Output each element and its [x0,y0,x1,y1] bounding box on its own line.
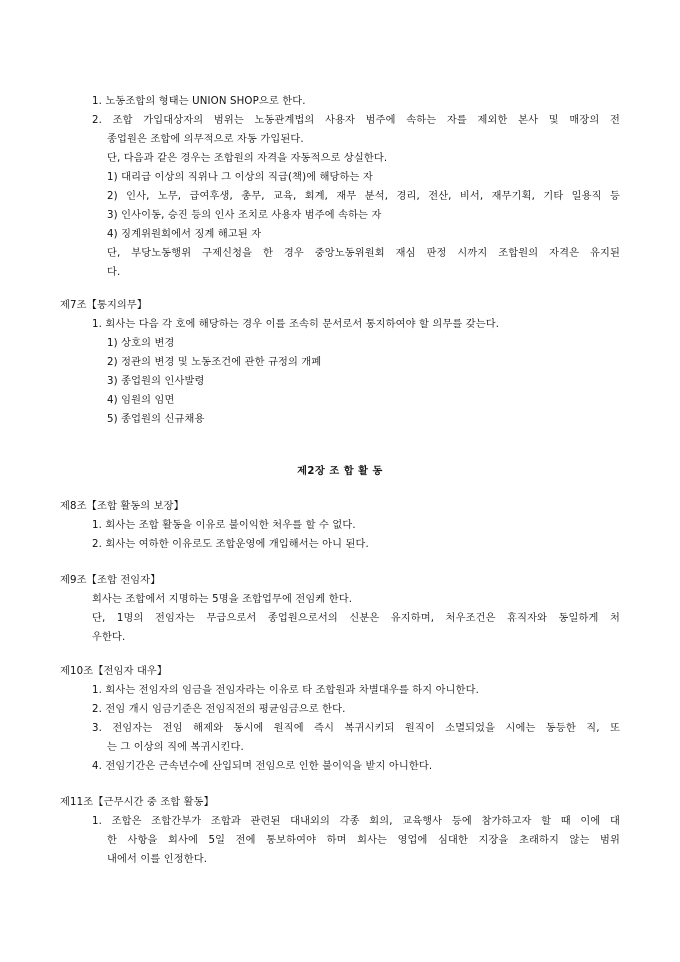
art7-line-4: 3) 종업원의 인사발령 [107,376,205,387]
art10-line-3: 3. 전임자는 전임 해제와 동시에 원직에 즉시 복귀시키되 원직이 소멸되었을 시에는 동등한 직, 또 [92,723,620,734]
art11-line-1-end: 내에서 이를 인정한다. [107,854,208,865]
art9-line-3: 우한다. [92,632,126,643]
art9-line-1: 회사는 조합에서 지명하는 5명을 조합업무에 전임케 한다. [92,594,353,605]
art6-exception-3: 3) 인사이동, 승진 등의 인사 조치로 사용자 범주에 속하는 자 [107,210,382,221]
art8-line-2: 2. 회사는 여하한 이유로도 조합운영에 개입해서는 아니 된다. [92,539,369,550]
art10-line-4: 4. 전임기간은 근속년수에 산입되며 전임으로 인한 불이익을 받지 아니한다. [92,761,433,772]
art9-heading: 제9조【조합 전임자】 [60,575,161,586]
art7-line-1: 1. 회사는 다음 각 호에 해당하는 경우 이를 조속히 문서로서 통지하여야 할 의무를 갖는다. [92,319,500,330]
art6-item-2: 2. 조합 가입대상자의 범위는 노동관계법의 사용자 범주에 속하는 자를 제외한 본사 및 매장의 전 [92,115,620,126]
art6-exception-intro: 단, 다음과 같은 경우는 조합원의 자격을 자동적으로 상실한다. [107,153,388,164]
art11-heading: 제11조【근무시간 중 조합 활동】 [60,797,215,808]
chapter-title: 제2장 조 합 활 동 [297,466,383,477]
art6-exception-4: 4) 징계위원회에서 징계 해고된 자 [107,229,262,240]
art10-heading: 제10조【전임자 대우】 [60,666,168,677]
art7-line-2: 1) 상호의 변경 [107,338,175,349]
art10-line-1: 1. 회사는 전임자의 임금을 전임자라는 이유로 타 조합원과 차별대우를 하지 아니한다. [92,685,479,696]
art10-line-3-cont: 는 그 이상의 직에 복귀시킨다. [107,742,244,753]
art9-line-2: 단, 1명의 전임자는 무급으로서 종업원으로서의 신분은 유지하며, 처우조건은 휴직자와 동일하게 처 [92,613,620,624]
art6-proviso-cont: 다. [107,267,121,278]
art6-item-1: 1. 노동조합의 형태는 UNION SHOP으로 한다. [92,96,306,107]
art8-line-1: 1. 회사는 조합 활동을 이유로 불이익한 처우를 할 수 없다. [92,520,356,531]
art10-line-2: 2. 전임 개시 임금기준은 전임직전의 평균임금으로 한다. [92,704,346,715]
art7-line-6: 5) 종업원의 신규채용 [107,414,205,425]
art6-item-2-cont: 종업원은 조합에 의무적으로 자동 가입된다. [107,134,304,145]
art11-line-1: 1. 조합은 조합간부가 조합과 관련된 대내외의 각종 회의, 교육행사 등에 참가하고자 할 때 이에 대 [92,816,620,827]
art6-exception-2: 2) 인사, 노무, 급여후생, 총무, 교육, 회계, 재무 분석, 경리, 전산, 비서, 재무기획, 기타 일용직 등 [107,191,620,202]
art6-exception-1: 1) 대리급 이상의 직위나 그 이상의 직급(책)에 해당하는 자 [107,172,373,183]
art6-proviso: 단, 부당노동행위 구제신청을 한 경우 중앙노동위원회 재심 판정 시까지 조합원의 자격은 유지된 [107,248,620,259]
art11-line-1-cont: 한 사항을 회사에 5일 전에 통보하여야 하며 회사는 영업에 심대한 지장을 초래하지 않는 범위 [107,835,620,846]
art7-line-3: 2) 정관의 변경 및 노동조건에 관한 규정의 개폐 [107,357,322,368]
art8-heading: 제8조【조합 활동의 보장】 [60,501,185,512]
art7-heading: 제7조【통지의무】 [60,300,148,311]
art7-line-5: 4) 임원의 임면 [107,395,175,406]
